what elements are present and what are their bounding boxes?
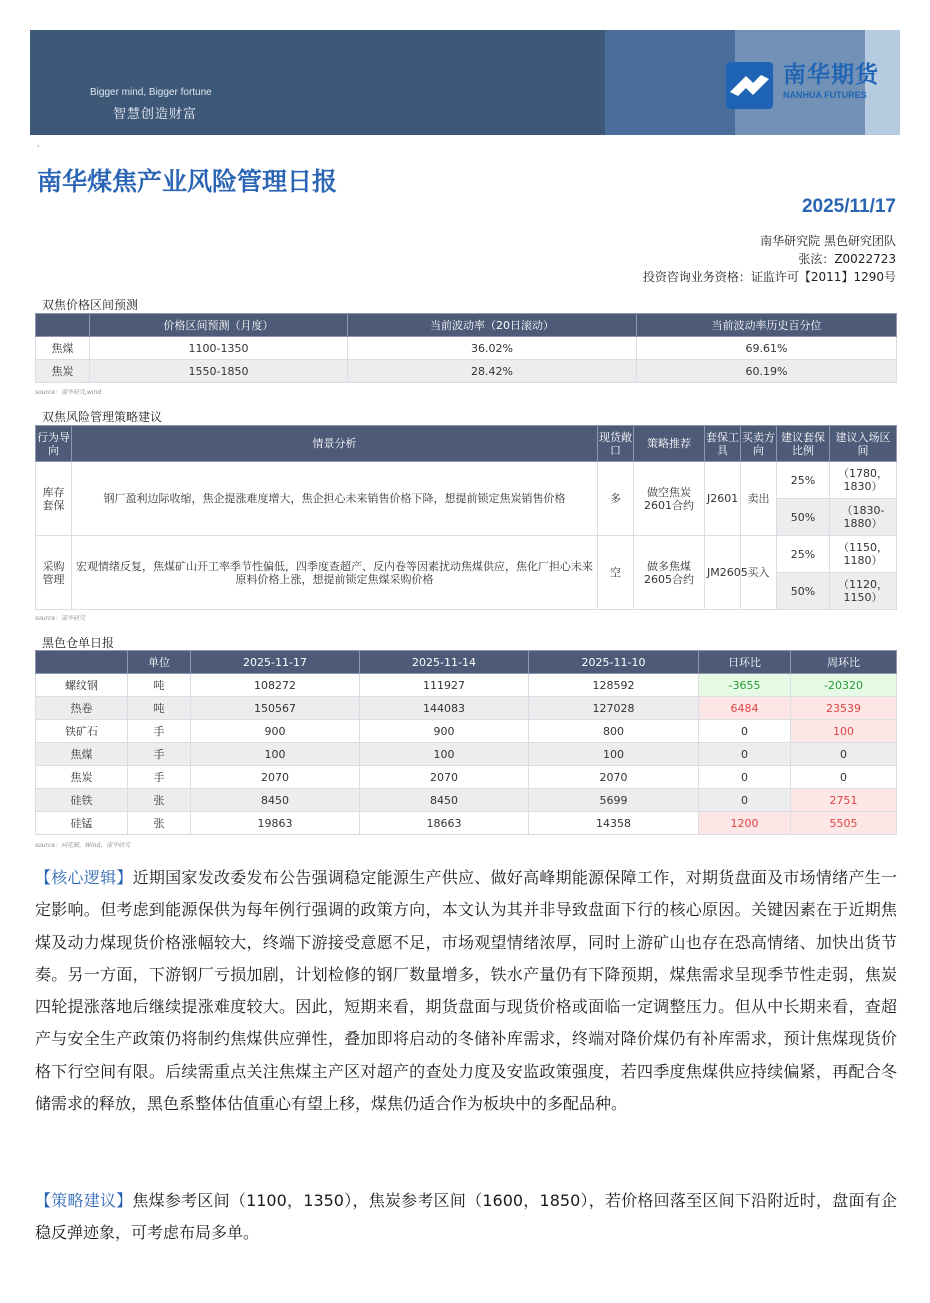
behavior-cell: 采购管理 — [36, 536, 72, 610]
analyst-name: 张泫：Z0022723 — [798, 252, 896, 266]
behavior-cell: 库存套保 — [36, 462, 72, 536]
recommendation-cell: 做多焦煤2605合约 — [634, 536, 705, 610]
day-change-cell: 0 — [699, 766, 791, 789]
column-header: 行为导向 — [36, 426, 72, 462]
author-info — [643, 232, 896, 286]
table-row — [36, 697, 897, 720]
column-header: 现货敞口 — [598, 426, 634, 462]
ratio-cell: 50% — [777, 573, 830, 610]
value-cell: 127028 — [529, 697, 699, 720]
table-cell: 1550-1850 — [90, 360, 348, 383]
product-cell: 热卷 — [36, 697, 128, 720]
value-cell: 800 — [529, 720, 699, 743]
column-header: 买卖方向 — [741, 426, 777, 462]
ratio-cell: 25% — [777, 462, 830, 499]
week-change-cell: 0 — [791, 766, 897, 789]
column-header: 套保工具 — [705, 426, 741, 462]
product-cell: 铁矿石 — [36, 720, 128, 743]
column-header: 建议套保比例 — [777, 426, 830, 462]
page-title: 南华煤焦产业风险管理日报 — [37, 167, 338, 196]
exposure-cell: 多 — [598, 462, 634, 536]
column-header: 建议入场区间 — [830, 426, 897, 462]
unit-cell: 手 — [128, 743, 191, 766]
table-row — [36, 743, 897, 766]
column-header: 2025-11-10 — [529, 651, 699, 674]
license-info: 投资咨询业务资格：证监许可【2011】1290号 — [642, 270, 896, 284]
unit-cell: 手 — [128, 766, 191, 789]
table-cell: 36.02% — [348, 337, 637, 360]
column-header: 周环比 — [791, 651, 897, 674]
banner-segment — [30, 30, 605, 135]
report-date: 2025/11/17 — [801, 196, 896, 217]
value-cell: 100 — [360, 743, 529, 766]
product-cell: 硅铁 — [36, 789, 128, 812]
value-cell: 108272 — [191, 674, 360, 697]
core-logic-tag: 【核心逻辑】 — [35, 868, 133, 887]
product-cell: 焦煤 — [36, 743, 128, 766]
section-title-price-forecast: 双焦价格区间预测 — [42, 298, 139, 312]
table-cell: 1100-1350 — [90, 337, 348, 360]
slogan-cn: 智慧创造财富 — [113, 107, 198, 122]
logo-text-en: NANHUA FUTURES — [783, 90, 867, 100]
week-change-cell: 100 — [791, 720, 897, 743]
value-cell: 14358 — [529, 812, 699, 835]
exposure-cell: 空 — [598, 536, 634, 610]
logo-text-cn: 南华期货 — [783, 62, 879, 88]
team-name: 南华研究院 黑色研究团队 — [760, 234, 896, 248]
week-change-cell: 0 — [791, 743, 897, 766]
table-row — [36, 360, 897, 383]
column-header: 情景分析 — [72, 426, 598, 462]
source-note: source：南华研究 — [35, 615, 86, 622]
table-header-row — [36, 651, 897, 674]
day-change-cell: 0 — [699, 743, 791, 766]
week-change-cell: -20320 — [791, 674, 897, 697]
column-header — [36, 314, 90, 337]
core-logic-text: 近期国家发改委发布公告强调稳定能源生产供应、做好高峰期能源保障工作，对期货盘面及市场情绪产生一定影响。但考虑到能源保供为每年例行强调的政策方向，本文认为其并非导致盘面下行的核心原因。关键因素在于近期焦煤及动力煤现货价格涨幅较大，终端下游接受意愿不足，市场观望情绪浓厚，同时上游矿山也存在恐高情绪、加快出货节奏。另一方面，下游钢厂亏损加剧，计划检修的钢厂数量增多，铁水产量仍有下降预期，煤焦需求呈现季节性走弱，焦炭四轮提涨落地后继续提涨难度较大。因此，短期来看，期货盘面与现货价格或面临一定调整压力。但从中长期来看，查超产与安全生产政策仍将制约焦煤供应弹性，叠加即将启动的冬储补库需求，终端对降价煤仍有补库需求，预计焦煤现货价格下行空间有限。后续需重点关注焦煤主产区对超产的查处力度及安监政策强度，若四季度焦煤供应持续偏紧，再配合冬储需求的释放，黑色系整体估值重心有望上移，煤焦仍适合作为板块中的多配品种。 — [35, 868, 897, 1114]
strategy-text: 焦煤参考区间（1100，1350），焦炭参考区间（1600，1850），若价格回落至区间下沿附近时，盘面有企稳反弹迹象，可考虑布局多单。 — [35, 1191, 897, 1243]
product-cell: 硅锰 — [36, 812, 128, 835]
unit-cell: 张 — [128, 812, 191, 835]
day-change-cell: 1200 — [699, 812, 791, 835]
table-header-row — [36, 426, 897, 462]
source-note: source：南华研究,wind — [35, 389, 102, 396]
table-row — [36, 720, 897, 743]
value-cell: 2070 — [529, 766, 699, 789]
tool-cell: JM2605 — [705, 536, 741, 610]
core-logic-paragraph — [35, 862, 897, 1120]
nanhua-logo-icon — [726, 62, 773, 109]
column-header: 2025-11-17 — [191, 651, 360, 674]
product-cell: 螺纹钢 — [36, 674, 128, 697]
product-cell: 焦炭 — [36, 766, 128, 789]
column-header: 2025-11-14 — [360, 651, 529, 674]
table-cell: 69.61% — [637, 337, 897, 360]
table-row — [36, 789, 897, 812]
column-header: 当前波动率（20日滚动） — [348, 314, 637, 337]
source-note: source：同花顺，Wind，南华研究 — [35, 842, 131, 849]
company-logo — [726, 62, 879, 109]
range-cell: （1120，1150） — [830, 573, 897, 610]
slogan-en: Bigger mind, Bigger fortune — [90, 87, 212, 98]
table-cell: 28.42% — [348, 360, 637, 383]
ratio-cell: 25% — [777, 536, 830, 573]
table-row — [36, 462, 897, 499]
day-change-cell: 6484 — [699, 697, 791, 720]
day-change-cell: 0 — [699, 789, 791, 812]
range-cell: （1150，1180） — [830, 536, 897, 573]
value-cell: 128592 — [529, 674, 699, 697]
price-forecast-table — [35, 313, 897, 383]
value-cell: 100 — [529, 743, 699, 766]
column-header: 单位 — [128, 651, 191, 674]
value-cell: 8450 — [360, 789, 529, 812]
unit-cell: 张 — [128, 789, 191, 812]
value-cell: 2070 — [360, 766, 529, 789]
column-header: 策略推荐 — [634, 426, 705, 462]
strategy-table — [35, 425, 897, 610]
week-change-cell: 2751 — [791, 789, 897, 812]
direction-cell: 卖出 — [741, 462, 777, 536]
table-row — [36, 812, 897, 835]
ratio-cell: 50% — [777, 499, 830, 536]
value-cell: 900 — [191, 720, 360, 743]
bullet-dot: · — [37, 142, 40, 151]
section-title-strategy: 双焦风险管理策略建议 — [42, 410, 163, 424]
unit-cell: 吨 — [128, 697, 191, 720]
range-cell: （1830-1880） — [830, 499, 897, 536]
table-header-row — [36, 314, 897, 337]
table-cell: 焦炭 — [36, 360, 90, 383]
banner-segment — [605, 30, 735, 135]
table-row — [36, 337, 897, 360]
strategy-paragraph — [35, 1185, 897, 1250]
table-cell: 60.19% — [637, 360, 897, 383]
unit-cell: 手 — [128, 720, 191, 743]
week-change-cell: 23539 — [791, 697, 897, 720]
table-cell: 焦煤 — [36, 337, 90, 360]
direction-cell: 买入 — [741, 536, 777, 610]
value-cell: 2070 — [191, 766, 360, 789]
recommendation-cell: 做空焦炭2601合约 — [634, 462, 705, 536]
table-row — [36, 536, 897, 573]
day-change-cell: -3655 — [699, 674, 791, 697]
value-cell: 8450 — [191, 789, 360, 812]
column-header: 价格区间预测（月度） — [90, 314, 348, 337]
tool-cell: J2601 — [705, 462, 741, 536]
value-cell: 100 — [191, 743, 360, 766]
value-cell: 19863 — [191, 812, 360, 835]
scenario-cell: 宏观情绪反复，焦煤矿山开工率季节性偏低，四季度查超产、反内卷等因素扰动焦煤供应，焦化厂担心未来原料价格上涨，想提前锁定焦煤采购价格 — [72, 536, 598, 610]
day-change-cell: 0 — [699, 720, 791, 743]
warehouse-receipt-table — [35, 650, 897, 835]
scenario-cell: 钢厂盈利边际收缩，焦企提涨难度增大，焦企担心未来销售价格下降，想提前锁定焦炭销售价格 — [72, 462, 598, 536]
unit-cell: 吨 — [128, 674, 191, 697]
value-cell: 900 — [360, 720, 529, 743]
header-banner — [30, 30, 900, 135]
value-cell: 150567 — [191, 697, 360, 720]
value-cell: 5699 — [529, 789, 699, 812]
section-title-warehouse: 黑色仓单日报 — [42, 636, 115, 650]
week-change-cell: 5505 — [791, 812, 897, 835]
value-cell: 18663 — [360, 812, 529, 835]
column-header — [36, 651, 128, 674]
table-row — [36, 766, 897, 789]
column-header: 日环比 — [699, 651, 791, 674]
column-header: 当前波动率历史百分位 — [637, 314, 897, 337]
value-cell: 111927 — [360, 674, 529, 697]
strategy-tag: 【策略建议】 — [35, 1191, 133, 1210]
range-cell: （1780，1830） — [830, 462, 897, 499]
table-row — [36, 674, 897, 697]
value-cell: 144083 — [360, 697, 529, 720]
